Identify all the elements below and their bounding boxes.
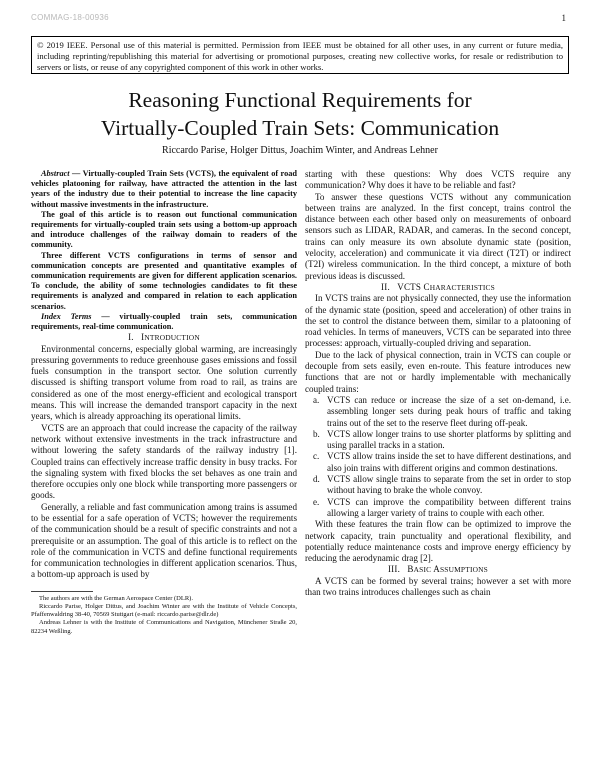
title-line-1: Reasoning Functional Requirements for bbox=[128, 88, 472, 112]
title-line-2: Virtually-Coupled Train Sets: Communication bbox=[100, 116, 500, 140]
section-2-first: VCTS C bbox=[397, 281, 430, 292]
section-3-first-1: B bbox=[407, 564, 414, 575]
section-heading-vcts-characteristics bbox=[305, 282, 571, 293]
feature-text: VCTS allow single trains to separate from the set in order to stop without having to brake the whole convoy. bbox=[327, 474, 571, 496]
feature-mark: e. bbox=[313, 496, 320, 507]
feature-item bbox=[313, 474, 571, 497]
feature-mark: d. bbox=[313, 474, 320, 485]
footnote-divider bbox=[31, 591, 93, 592]
section-3-rest-2: SSUMPTIONS bbox=[439, 565, 488, 575]
footnote-1: The authors are with the German Aerospace Center (DLR). bbox=[39, 594, 193, 602]
feature-text: VCTS allow longer trains to use shorter platforms by splitting and using parallel tracks in a station. bbox=[327, 428, 571, 451]
vcts-paragraph-2: Due to the lack of physical connection, train in VCTS can couple or decouple from sets easily, even en-route. This feature introduces new functions that are not or hardly implementable with mechanically coupled trains: bbox=[305, 349, 571, 394]
vcts-paragraph-3: With these features the train flow can be optimized to improve the network capacity, train punctuality and operational flexibility, and potentially reduce maintenance costs and improve energy efficiency by reducing the aerodynamic drag [2]. bbox=[305, 519, 571, 564]
abstract bbox=[31, 169, 297, 332]
section-heading-introduction bbox=[31, 332, 297, 343]
section-2-rest: HARACTERISTICS bbox=[429, 282, 495, 292]
section-3-rest-1: ASIC bbox=[413, 565, 434, 575]
vcts-paragraph-1: In VCTS trains are not physically connected, they use the information of the dynamic state (position, speed and acceleration) of other trains in the set to control the distance between them, similar to a platooning of road vehicles. In terms of maneuvers, VCTS can be separated into three processes: approach, virtually-coupled driving and separation. bbox=[305, 293, 571, 349]
abstract-paragraph-2: The goal of this article is to reason out functional communication requirements for virtually-coupled train sets using a bottom-up approach and introduce challenges of the railway domain to readers of the community. bbox=[31, 209, 297, 250]
right-paragraph-1: starting with these questions: Why does VCTS require any communication? Why does it have to be reliable and fast? bbox=[305, 169, 571, 191]
feature-item bbox=[313, 428, 571, 452]
page-number: 1 bbox=[561, 13, 566, 23]
right-column bbox=[305, 169, 571, 598]
feature-mark: a. bbox=[313, 394, 320, 405]
intro-paragraph-1: Environmental concerns, especially global warming, are increasingly pressuring governments to reduce greenhouse gases emissions and fossil fuels consumption in the transport sector. One solution currently discussed is shifting transport volume from road to rail, as trains are considered as one of the most energy-efficient and ecological transport means. This will increase the demanded transport capacity in the next years, which is already approaching its operational limits. bbox=[31, 343, 297, 422]
paper-title bbox=[0, 86, 600, 142]
section-3-first-2: A bbox=[433, 564, 440, 575]
footnote-2: Riccardo Parise, Holger Dittus, and Joachim Winter are with the Institute of Vehicle Concepts, Pfaffenwaldring 38-40, 70569 Stuttgart (e-mail: riccardo.parise@dlr.de) bbox=[31, 602, 297, 619]
feature-text: VCTS can improve the compatibility between different trains allowing a larger variety of trains to couple with each other. bbox=[327, 496, 571, 518]
section-1-first-letter: I bbox=[141, 332, 145, 343]
section-heading-basic-assumptions bbox=[305, 564, 571, 575]
author-list: Riccardo Parise, Holger Dittus, Joachim Winter, and Andreas Lehner bbox=[162, 145, 438, 156]
footnotes bbox=[31, 595, 297, 636]
feature-mark: b. bbox=[313, 428, 320, 439]
index-terms-text: — virtually-coupled train sets, communication requirements, real-time communication. bbox=[31, 311, 298, 332]
feature-text: VCTS can reduce or increase the size of a set on-demand, i.e. assembling longer sets during peak hours of traffic and taking trains out of the set to the reserve fleet during off-peak. bbox=[327, 394, 571, 428]
section-2-numeral: II. bbox=[381, 281, 390, 292]
section-1-rest: NTRODUCTION bbox=[144, 333, 200, 343]
feature-list bbox=[305, 395, 571, 519]
intro-paragraph-3: Generally, a reliable and fast communication among trains is assumed to be essential for a safe operation of VCTS; however the requirements of the communication should be a result of specific constraints and not a prerequisite or an assumption. The goal of this article is to reflect on the role of the communication in VCTS and define functional requirements for communication technologies in different application scenarios. Thus, a bottom-up approach is used by bbox=[31, 501, 297, 580]
intro-paragraph-2: VCTS are an approach that could increase the capacity of the railway network without extensive investments in the track infrastructure and without lowering the safety standards of the railway industry [1]. Coupled trains can effectively increase traffic density in busy tracks. For the signaling system with fixed blocks the set behaves as one train and therefore occupies only one block while transporting more passengers or goods. bbox=[31, 422, 297, 501]
feature-item bbox=[313, 451, 571, 474]
abstract-paragraph-1 bbox=[31, 169, 297, 210]
header-tag: COMMAG-18-00936 bbox=[31, 13, 109, 22]
abstract-text-1: — Virtually-coupled Train Sets (VCTS), the equivalent of road vehicles platooning for railway, have attracted the attention in the last years of the industry due to their potential to increase the line capacity without massive investments in the infrastructure. bbox=[31, 169, 297, 209]
feature-text: VCTS allow trains inside the set to have different destinations, and also join trains with different origins and common destinations. bbox=[327, 451, 571, 473]
abstract-label: Abstract bbox=[41, 169, 70, 178]
assumptions-paragraph-1: A VCTS can be formed by several trains; however a set with more than two trains introduces challenges such as chain bbox=[305, 575, 571, 597]
feature-mark: c. bbox=[313, 451, 320, 462]
copyright-notice: © 2019 IEEE. Personal use of this material is permitted. Permission from IEEE must be obtained for all other uses, in any current or future media, including reprinting/republishing this material for advertising or promotional purposes, creating new collective works, for resale or redistribution to servers or lists, or reuse of any copyrighted component of this work in other works. bbox=[31, 36, 569, 74]
footnote-3: Andreas Lehner is with the Institute of Communications and Navigation, Münchener Straße 20, 82234 Weßling. bbox=[31, 619, 297, 635]
left-column bbox=[31, 169, 297, 636]
index-terms bbox=[31, 312, 297, 332]
section-3-numeral: III. bbox=[387, 564, 401, 575]
section-1-numeral: I. bbox=[128, 332, 134, 343]
feature-item bbox=[313, 394, 571, 429]
index-terms-label: Index Terms bbox=[41, 311, 92, 321]
abstract-paragraph-3: Three different VCTS configurations in terms of sensor and communication concepts are presented and quantitative examples of communication requirements are given for different application scenarios. To conclude, the ability of some technologies candidates to fit these requirements is analyzed and compared in relation to each application scenarios. bbox=[31, 250, 297, 311]
feature-item bbox=[313, 496, 571, 520]
right-paragraph-2: To answer these questions VCTS without any communication between trains are analyzed. In the first concept, trains control the distance between each other based only on measurements of onboard sensors such as LIDAR, RADAR, and cameras. In the second concept, trains can only measure its own absolute dynamic state (position, velocity, acceleration) and communicate it via direct (T2T) or indirect (T2I) wireless communication. In the third concept, a mixture of both previous ideas is discussed. bbox=[305, 191, 571, 281]
